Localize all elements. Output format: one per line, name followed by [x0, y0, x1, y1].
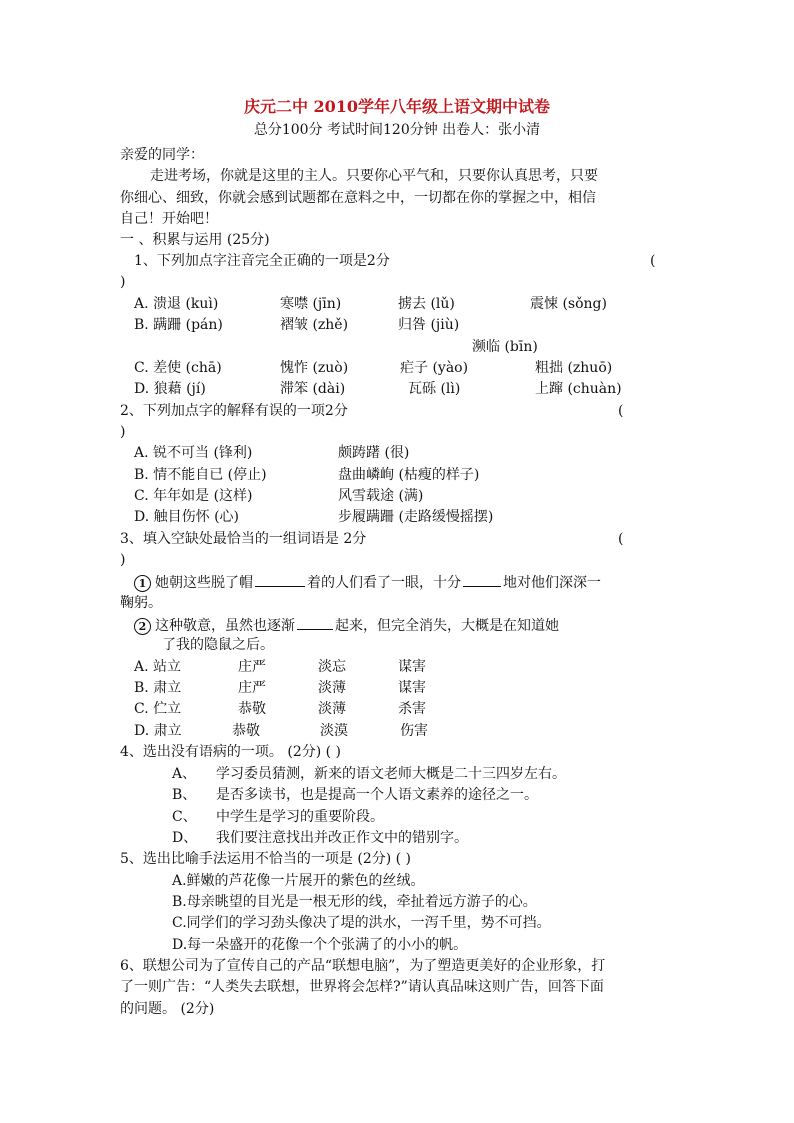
option-b: 归咎 (jiù)	[398, 317, 460, 333]
option-b: B. 蹒跚 (pán)	[134, 317, 223, 333]
sentence-text: 她朝这些脱了帽	[155, 575, 253, 591]
option-d: 上蹿 (chuàn)	[535, 381, 622, 397]
intro-line: 走进考场，你就是这里的主人。只要你心平气和，只要你认真思考，只要	[150, 168, 598, 184]
question-5-stem: 5、选出比喻手法运用不恰当的一项是 (2分) ( )	[120, 851, 412, 867]
option-c: 杀害	[398, 701, 426, 717]
option-b: 盘曲嶙峋 (枯瘦的样子)	[338, 467, 480, 483]
question-6-stem: 的问题。 (2分)	[120, 1001, 215, 1017]
option-b: 庄严	[238, 680, 266, 696]
option-c: 淡薄	[318, 701, 346, 717]
option-b: B. 情不能自已 (停止)	[134, 467, 267, 483]
answer-paren-open: (	[618, 403, 624, 419]
option-d: 瓦砾 (lì)	[408, 381, 461, 397]
option-c: 愧怍 (zuò)	[280, 360, 349, 376]
option-label: A、	[172, 766, 197, 782]
option-a: 谋害	[398, 659, 426, 675]
option-d: D. 狼藉 (jí)	[134, 381, 206, 397]
option-b: 濒临 (bīn)	[472, 339, 538, 355]
option-b: 谋害	[398, 680, 426, 696]
sentence-number: 1	[134, 575, 151, 592]
option-d: D. 触目伤怀 (心)	[134, 509, 239, 525]
intro-line: 你细心、细致，你就会感到试题都在意料之中，一切都在你的掌握之中，相信	[120, 190, 596, 206]
question-3-stem: 3、填入空缺处最恰当的一组词语是 2分	[120, 531, 367, 547]
answer-paren-open: (	[650, 253, 656, 269]
option-c: 疟子 (yào)	[400, 360, 469, 376]
option-a: 掳去 (lǔ)	[398, 296, 455, 312]
option-d: 滞笨 (dài)	[280, 381, 346, 397]
option-c: C. 伫立	[134, 701, 182, 717]
option-d: 恭敬	[232, 723, 260, 739]
fill-blank	[297, 615, 333, 630]
section-heading: 一 、积累与运用 (25分)	[120, 232, 270, 248]
option-label: C、	[172, 809, 197, 825]
option-d: 淡漠	[320, 723, 348, 739]
option-a: 学习委员猜测，新来的语文老师大概是二十三四岁左右。	[216, 766, 566, 782]
option-a: A. 锐不可当 (锋利)	[134, 445, 253, 461]
sentence-2	[134, 615, 559, 635]
answer-paren-close: )	[120, 552, 126, 568]
option-c: 恭敬	[238, 701, 266, 717]
option-label: B、	[172, 787, 197, 803]
fill-blank	[463, 572, 501, 587]
option-c: 粗拙 (zhuō)	[535, 360, 613, 376]
option-c: C.同学们的学习劲头像决了堤的洪水，一泻千里，势不可挡。	[172, 915, 551, 931]
answer-paren-open: (	[618, 531, 624, 547]
sentence-number: 2	[134, 618, 151, 635]
sentence-text: 着的人们看了一眼，十分	[307, 575, 461, 591]
option-c: 中学生是学习的重要阶段。	[216, 809, 384, 825]
option-d: D. 肃立	[134, 723, 182, 739]
question-2-stem: 2、下列加点字的解释有误的一项2分	[120, 403, 348, 419]
fill-blank	[255, 572, 305, 587]
option-a: A.鲜嫩的芦花像一片展开的紫色的丝绒。	[172, 873, 425, 889]
answer-paren-close: )	[120, 274, 126, 290]
question-6-stem: 6、联想公司为了宣传自己的产品“联想电脑”，为了塑造更美好的企业形象，打	[120, 958, 606, 974]
answer-paren-close: )	[120, 424, 126, 440]
option-a: 颇踌躇 (很)	[338, 445, 410, 461]
option-c: C. 年年如是 (这样)	[134, 488, 253, 504]
intro-greeting: 亲爱的同学：	[120, 147, 204, 163]
exam-meta: 总分100分 考试时间120分钟 出卷人：张小清	[253, 122, 541, 138]
option-b: 是否多读书，也是提高一个人语文素养的途径之一。	[216, 787, 538, 803]
option-d: 我们要注意找出并改正作文中的错别字。	[216, 830, 468, 846]
option-a: A. 溃退 (kuì)	[134, 296, 219, 312]
sentence-text: 地对他们深深一	[503, 575, 601, 591]
option-b: 褶皱 (zhě)	[280, 317, 349, 333]
option-d: 步履蹒跚 (走路缓慢摇摆)	[338, 509, 494, 525]
question-1-stem: 1、下列加点字注音完全正确的一项是2分	[134, 253, 390, 269]
option-d: D.每一朵盛开的花像一个个张满了的小小的帆。	[172, 937, 468, 953]
option-a: 庄严	[238, 659, 266, 675]
option-label: D、	[172, 830, 198, 846]
option-a: 淡忘	[318, 659, 346, 675]
option-a: 震悚 (sǒng)	[530, 296, 607, 312]
option-b: B. 肃立	[134, 680, 182, 696]
sentence-text: 鞠躬。	[120, 595, 162, 611]
option-b: B.母亲眺望的目光是一根无形的线，牵扯着远方游子的心。	[172, 894, 537, 910]
exam-title: 庆元二中 2010学年八年级上语文期中试卷	[243, 97, 551, 116]
sentence-1	[134, 572, 601, 592]
question-6-stem: 了一则广告：“人类失去联想，世界将会怎样?”请认真品味这则广告，回答下面	[120, 979, 604, 995]
option-c: 风雪载途 (满)	[338, 488, 424, 504]
option-c: C. 差使 (chā)	[134, 360, 222, 376]
sentence-text: 起来，但完全消失，大概是在知道她	[335, 618, 559, 634]
option-a: 寒噤 (jīn)	[280, 296, 342, 312]
sentence-text: 了我的隐鼠之后。	[162, 637, 274, 653]
option-d: 伤害	[400, 723, 428, 739]
question-4-stem: 4、选出没有语病的一项。 (2分) ( )	[120, 744, 342, 760]
option-b: 淡薄	[318, 680, 346, 696]
sentence-text: 这种敬意，虽然也逐渐	[155, 618, 295, 634]
option-a: A. 站立	[134, 659, 182, 675]
intro-line: 自己！开始吧！	[120, 211, 218, 227]
